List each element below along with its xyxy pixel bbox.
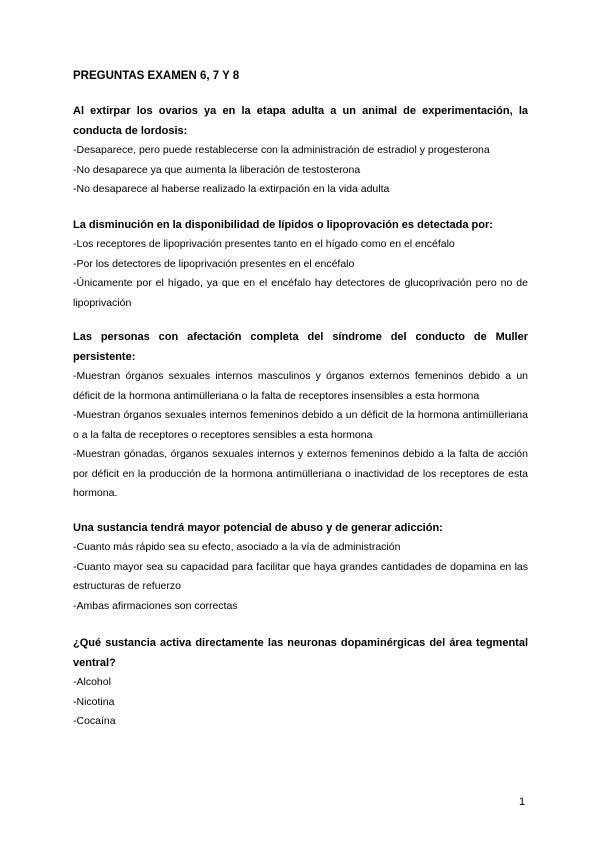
option-b: -Nicotina	[73, 695, 115, 708]
question-4	[73, 518, 528, 616]
option-c: -Ambas afirmaciones son correctas	[73, 599, 238, 612]
option-a: -Desaparece, pero puede restablecerse con la administración de estradiol y progesterona	[73, 144, 490, 156]
question-text: Las personas con afectación completa del síndrome del conducto de Muller persistente:	[73, 331, 528, 363]
option-a: -Muestran órganos sexuales internos masculinos y órganos externos femeninos debido a un déficit de la hormona antimülleriana o la falta de receptores insensibles a esta hormona	[73, 370, 528, 402]
option-c: -Cocaína	[73, 715, 116, 727]
question-text: La disminución en la disponibilidad de lípidos o lipoprovación es detectada por:	[73, 219, 493, 231]
option-b: -Cuanto mayor sea su capacidad para facilitar que haya grandes cantidades de dopamina en las estructuras de refuerzo	[73, 560, 528, 592]
option-c: -No desaparece al haberse realizado la extirpación en la vida adulta	[73, 183, 390, 195]
page-title: PREGUNTAS EXAMEN 6, 7 Y 8	[73, 70, 240, 82]
question-text: ¿Qué sustancia activa directamente las neuronas dopaminérgicas del área tegmental ventral?	[73, 637, 528, 669]
option-b: -Muestran órganos sexuales internos femeninos debido a un déficit de la hormona antimülleriana o a la falta de receptores o receptores sensibles a esta hormona	[73, 409, 528, 441]
question-5	[73, 633, 528, 732]
question-text: Al extirpar los ovarios ya en la etapa adulta a un animal de experimentación, la conducta de lordosis:	[73, 105, 528, 137]
option-c: -Únicamente por el hígado, ya que en el encéfalo hay detectores de glucoprivación pero no de lipoprivación	[73, 277, 528, 309]
question-text: Una sustancia tendrá mayor potencial de abuso y de generar adicción:	[73, 522, 443, 534]
option-a: -Los receptores de lipoprivación presentes tanto en el hígado como en el encéfalo	[73, 238, 455, 250]
option-a: -Alcohol	[73, 676, 111, 688]
page-number: 1	[519, 796, 526, 808]
option-b: -No desaparece ya que aumenta la liberación de testosterona	[73, 163, 361, 176]
option-a: -Cuanto más rápido sea su efecto, asociado a la vía de administración	[73, 541, 401, 553]
question-2	[73, 215, 528, 313]
question-3	[73, 327, 528, 504]
option-c: -Muestran gónadas, órganos sexuales internos y externos femeninos debido a la falta de acción por déficit en la producción de la hormona antimülleriana o inactividad de los receptores de esta hormona.	[73, 448, 528, 499]
question-1	[73, 101, 528, 200]
option-b: -Por los detectores de lipoprivación presentes en el encéfalo	[73, 257, 355, 270]
